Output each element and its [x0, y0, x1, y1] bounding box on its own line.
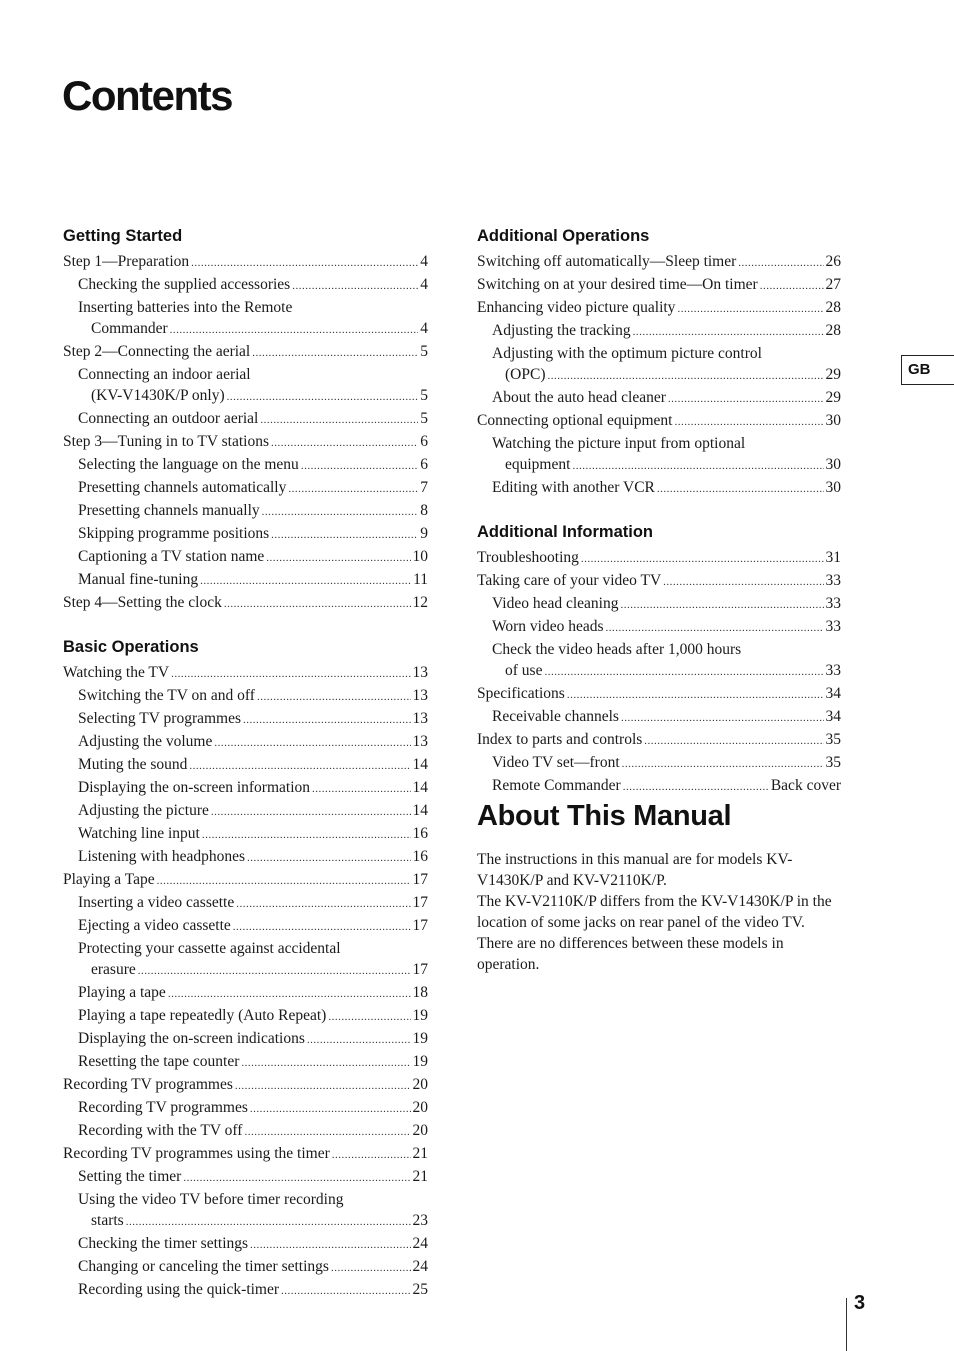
toc-entry	[63, 408, 428, 431]
toc-entry	[63, 1005, 428, 1028]
dot-leader	[170, 320, 419, 341]
toc-entry	[63, 731, 428, 754]
toc-entry-title: Connecting an outdoor aerial	[78, 410, 259, 427]
dot-leader	[252, 343, 418, 364]
dot-leader	[266, 548, 410, 569]
toc-entry	[63, 569, 428, 592]
toc-page-number: 20	[412, 1099, 428, 1116]
dot-leader	[331, 1258, 411, 1279]
toc-page-number: 33	[825, 572, 841, 589]
toc-entry	[477, 547, 841, 570]
toc-entry	[477, 251, 841, 274]
toc-entry	[63, 1120, 428, 1143]
toc-entry	[63, 846, 428, 869]
dot-leader	[567, 685, 824, 706]
toc-entry	[63, 777, 428, 800]
toc-entry	[63, 708, 428, 731]
toc-right-column	[477, 224, 841, 818]
toc-entry	[63, 454, 428, 477]
toc-entry-title: Watching the picture input from optional	[492, 435, 746, 452]
toc-entry-title: Troubleshooting	[477, 549, 579, 566]
dot-leader	[674, 412, 823, 433]
toc-entry	[477, 775, 841, 798]
toc-entry	[477, 593, 841, 616]
toc-page-number: 30	[825, 456, 841, 473]
toc-entry	[63, 1097, 428, 1120]
dot-leader	[214, 733, 410, 754]
toc-page-number: 21	[412, 1145, 428, 1162]
toc-list	[477, 251, 841, 500]
toc-page-number: 17	[412, 917, 428, 934]
toc-entry-title: Step 4—Setting the clock	[63, 594, 222, 611]
toc-entry-title: Adjusting the volume	[78, 733, 213, 750]
toc-entry	[477, 477, 841, 500]
dot-leader	[271, 525, 418, 546]
toc-page-number: 33	[825, 618, 841, 635]
toc-page-number: 13	[412, 710, 428, 727]
toc-entry-title: Editing with another VCR	[492, 479, 655, 496]
toc-page-number: 4	[420, 276, 428, 293]
toc-entry	[63, 1233, 428, 1256]
toc-entry-title: Step 2—Connecting the aerial	[63, 343, 251, 360]
toc-entry-title: Changing or canceling the timer settings	[78, 1258, 329, 1275]
toc-entry-title: Recording TV programmes using the timer	[63, 1145, 330, 1162]
toc-entry	[63, 892, 428, 915]
toc-entry-title: Specifications	[477, 685, 565, 702]
toc-page-number: 28	[825, 322, 841, 339]
toc-entry	[477, 410, 841, 433]
toc-entry-title: Switching off automatically—Sleep timer	[477, 253, 737, 270]
toc-entry	[477, 274, 841, 297]
toc-entry	[477, 570, 841, 593]
dot-leader	[157, 871, 411, 892]
dot-leader	[572, 456, 823, 477]
toc-page-number: 19	[412, 1007, 428, 1024]
toc-entry-title: Selecting TV programmes	[78, 710, 242, 727]
dot-leader	[760, 276, 824, 297]
dot-leader	[292, 276, 418, 297]
toc-entry	[477, 660, 841, 683]
toc-page-number: 35	[825, 754, 841, 771]
toc-entry	[63, 1028, 428, 1051]
toc-entry	[63, 823, 428, 846]
toc-entry	[63, 500, 428, 523]
toc-page-number: 12	[412, 594, 428, 611]
dot-leader	[224, 594, 411, 615]
dot-leader	[236, 894, 410, 915]
toc-entry-title: Playing a tape	[78, 984, 166, 1001]
toc-entry-title: Enhancing video picture quality	[477, 299, 676, 316]
toc-entry-title: Step 1—Preparation	[63, 253, 190, 270]
toc-page-number: 13	[412, 733, 428, 750]
toc-entry	[63, 662, 428, 685]
dot-leader	[244, 1122, 410, 1143]
toc-entry-title: Recording using the quick-timer	[78, 1281, 280, 1298]
toc-entry-title: Adjusting the picture	[78, 802, 209, 819]
toc-entry-title: Using the video TV before timer recording	[78, 1191, 344, 1208]
toc-entry-title: Connecting optional equipment	[477, 412, 673, 429]
toc-page-number: 5	[420, 387, 428, 404]
dot-leader	[668, 389, 824, 410]
toc-page-number: 16	[412, 825, 428, 842]
toc-entry-title: Skipping programme positions	[78, 525, 270, 542]
dot-leader	[168, 984, 411, 1005]
dot-leader	[189, 756, 410, 777]
toc-entry	[63, 1279, 428, 1302]
toc-entry-title: (KV-V1430K/P only)	[91, 387, 225, 404]
toc-entry	[63, 1051, 428, 1074]
toc-page-number: 34	[825, 685, 841, 702]
about-paragraph: The KV-V2110K/P differs from the KV-V1430K/P in the location of some jacks on rear panel of the video TV.	[477, 893, 832, 931]
toc-page-number: 17	[412, 871, 428, 888]
toc-entry	[63, 915, 428, 938]
dot-leader	[622, 754, 824, 775]
toc-entry-title: (OPC)	[505, 366, 546, 383]
toc-entry	[63, 546, 428, 569]
toc-left-column	[63, 224, 428, 1322]
toc-entry-title: Playing a Tape	[63, 871, 155, 888]
dot-leader	[623, 777, 769, 798]
toc-entry	[63, 1256, 428, 1279]
toc-page-number: 27	[825, 276, 841, 293]
dot-leader	[547, 366, 823, 387]
dot-leader	[250, 1099, 411, 1120]
toc-page-number: 8	[420, 502, 428, 519]
toc-entry	[477, 433, 841, 454]
toc-page-number: 29	[825, 366, 841, 383]
toc-entry-title: Recording TV programmes	[78, 1099, 248, 1116]
toc-list	[477, 547, 841, 798]
toc-entry-title: Resetting the tape counter	[78, 1053, 240, 1070]
toc-page-number: 30	[825, 412, 841, 429]
section-heading: Additional Operations	[477, 227, 650, 245]
toc-page-number: 16	[412, 848, 428, 865]
toc-entry-title: Checking the supplied accessories	[78, 276, 291, 293]
toc-entry	[477, 297, 841, 320]
toc-list	[63, 251, 428, 615]
toc-page-number: 10	[412, 548, 428, 565]
about-manual-body	[477, 849, 842, 975]
toc-page-number: 26	[825, 253, 841, 270]
toc-entry-title: Worn video heads	[492, 618, 604, 635]
toc-entry-title: Recording with the TV off	[78, 1122, 243, 1139]
toc-page-number: 13	[412, 664, 428, 681]
section-heading: Basic Operations	[63, 638, 199, 656]
toc-entry-title: erasure	[91, 961, 136, 978]
dot-leader	[247, 848, 410, 869]
dot-leader	[312, 779, 410, 800]
dot-leader	[677, 299, 823, 320]
toc-entry	[63, 523, 428, 546]
toc-entry-title: Receivable channels	[492, 708, 619, 725]
dot-leader	[257, 687, 411, 708]
toc-entry-title: Switching on at your desired time—On timer	[477, 276, 758, 293]
dot-leader	[241, 1053, 410, 1074]
toc-entry-title: Presetting channels manually	[78, 502, 260, 519]
toc-entry-title: of use	[505, 662, 543, 679]
toc-entry	[63, 800, 428, 823]
toc-entry	[477, 343, 841, 364]
toc-entry-title: starts	[91, 1212, 124, 1229]
toc-entry-title: equipment	[505, 456, 571, 473]
dot-leader	[633, 322, 824, 343]
toc-entry	[63, 431, 428, 454]
section-heading: Additional Information	[477, 523, 653, 541]
toc-entry	[477, 454, 841, 477]
dot-leader	[243, 710, 410, 731]
toc-page-number: 33	[825, 595, 841, 612]
toc-entry	[477, 706, 841, 729]
dot-leader	[581, 549, 824, 570]
toc-entry-title: Selecting the language on the menu	[78, 456, 299, 473]
toc-entry-title: Index to parts and controls	[477, 731, 643, 748]
toc-entry	[477, 616, 841, 639]
toc-entry	[63, 1074, 428, 1097]
toc-entry	[63, 341, 428, 364]
toc-entry	[477, 729, 841, 752]
toc-entry	[63, 477, 428, 500]
toc-entry-title: Protecting your cassette against accidental	[78, 940, 341, 957]
toc-entry-title: Video TV set—front	[492, 754, 620, 771]
toc-page-number: 14	[412, 779, 428, 796]
dot-leader	[171, 664, 410, 685]
toc-entry-title: Taking care of your video TV	[477, 572, 662, 589]
toc-entry	[477, 320, 841, 343]
toc-entry-title: Video head cleaning	[492, 595, 619, 612]
dot-leader	[281, 1281, 410, 1302]
toc-entry	[63, 1143, 428, 1166]
toc-page-number: 13	[412, 687, 428, 704]
toc-page-number: 21	[412, 1168, 428, 1185]
toc-entry	[63, 938, 428, 959]
dot-leader	[235, 1076, 411, 1097]
toc-entry	[477, 752, 841, 775]
toc-page-number: 17	[412, 961, 428, 978]
dot-leader	[301, 456, 418, 477]
toc-page-number: 34	[825, 708, 841, 725]
toc-entry-title: Remote Commander	[492, 777, 621, 794]
dot-leader	[738, 253, 823, 274]
page-title: Contents	[62, 72, 232, 119]
toc-page-number: 29	[825, 389, 841, 406]
toc-page-number: 19	[412, 1053, 428, 1070]
about-paragraph: There are no differences between these models in operation.	[477, 935, 784, 973]
toc-entry	[63, 251, 428, 274]
about-paragraph: The instructions in this manual are for models KV-V1430K/P and KV-V2110K/P.	[477, 851, 793, 889]
dot-leader	[262, 502, 419, 523]
toc-entry	[477, 387, 841, 410]
dot-leader	[606, 618, 824, 639]
toc-page-number: 24	[412, 1258, 428, 1275]
dot-leader	[332, 1145, 411, 1166]
toc-entry-title: Checking the timer settings	[78, 1235, 249, 1252]
toc-entry	[63, 869, 428, 892]
toc-entry	[63, 364, 428, 385]
toc-page-number: 9	[420, 525, 428, 542]
toc-entry	[63, 297, 428, 318]
dot-leader	[620, 595, 823, 616]
toc-entry-title: Listening with headphones	[78, 848, 246, 865]
toc-entry-title: Step 3—Tuning in to TV stations	[63, 433, 269, 450]
toc-entry	[63, 754, 428, 777]
page-number: 3	[854, 1292, 866, 1314]
toc-page-number: 24	[412, 1235, 428, 1252]
toc-page-number: 4	[420, 253, 428, 270]
toc-page-number: 30	[825, 479, 841, 496]
dot-leader	[233, 917, 411, 938]
toc-entry	[477, 639, 841, 660]
toc-entry-title: Displaying the on-screen indications	[78, 1030, 305, 1047]
toc-entry	[63, 982, 428, 1005]
toc-entry-title: Inserting a video cassette	[78, 894, 235, 911]
toc-page-number: 14	[412, 802, 428, 819]
toc-entry-title: Adjusting the tracking	[492, 322, 631, 339]
dot-leader	[657, 479, 824, 500]
toc-page-number: 5	[420, 410, 428, 427]
toc-entry	[63, 1210, 428, 1233]
dot-leader	[227, 387, 419, 408]
toc-entry-title: Setting the timer	[78, 1168, 182, 1185]
toc-entry-title: Manual fine-tuning	[78, 571, 199, 588]
toc-page-number: 18	[412, 984, 428, 1001]
toc-page-number: 6	[420, 456, 428, 473]
toc-page-number: 14	[412, 756, 428, 773]
toc-page-number: 6	[420, 433, 428, 450]
toc-page-number: 23	[412, 1212, 428, 1229]
dot-leader	[644, 731, 823, 752]
toc-entry-title: Check the video heads after 1,000 hours	[492, 641, 742, 658]
toc-entry-title: Captioning a TV station name	[78, 548, 265, 565]
toc-page-number: 4	[420, 320, 428, 337]
toc-entry-title: Muting the sound	[78, 756, 188, 773]
toc-entry	[63, 1166, 428, 1189]
toc-entry-title: Presetting channels automatically	[78, 479, 287, 496]
toc-entry-title: Adjusting with the optimum picture control	[492, 345, 762, 362]
section-heading: Getting Started	[63, 227, 183, 245]
toc-page-number: 28	[825, 299, 841, 316]
dot-leader	[250, 1235, 410, 1256]
toc-page-number: 17	[412, 894, 428, 911]
dot-leader	[183, 1168, 410, 1189]
toc-page-number: Back cover	[770, 777, 841, 794]
toc-entry	[63, 385, 428, 408]
dot-leader	[126, 1212, 411, 1233]
dot-leader	[271, 433, 418, 454]
toc-entry-title: Ejecting a video cassette	[78, 917, 231, 934]
toc-entry	[63, 318, 428, 341]
toc-entry	[63, 1189, 428, 1210]
dot-leader	[621, 708, 824, 729]
toc-entry-title: Switching the TV on and off	[78, 687, 255, 704]
toc-entry-title: Watching line input	[78, 825, 200, 842]
toc-entry	[477, 683, 841, 706]
dot-leader	[307, 1030, 411, 1051]
toc-entry-title: About the auto head cleaner	[492, 389, 666, 406]
dot-leader	[211, 802, 411, 823]
toc-page-number: 11	[413, 571, 428, 588]
toc-entry	[477, 364, 841, 387]
toc-entry-title: Connecting an indoor aerial	[78, 366, 251, 383]
toc-page-number: 35	[825, 731, 841, 748]
about-manual-title: About This Manual	[477, 800, 732, 832]
toc-entry-title: Watching the TV	[63, 664, 170, 681]
toc-entry-title: Playing a tape repeatedly (Auto Repeat)	[78, 1007, 327, 1024]
dot-leader	[328, 1007, 410, 1028]
toc-page-number: 19	[412, 1030, 428, 1047]
toc-entry-title: Inserting batteries into the Remote	[78, 299, 293, 316]
dot-leader	[288, 479, 418, 500]
toc-page-number: 7	[420, 479, 428, 496]
toc-page-number: 25	[412, 1281, 428, 1298]
toc-page-number: 33	[825, 662, 841, 679]
toc-page-number: 31	[825, 549, 841, 566]
toc-entry	[63, 592, 428, 615]
toc-page-number: 20	[412, 1076, 428, 1093]
toc-entry-title: Displaying the on-screen information	[78, 779, 311, 796]
toc-entry	[63, 274, 428, 297]
dot-leader	[138, 961, 411, 982]
toc-list	[63, 662, 428, 1302]
toc-entry-title: Recording TV programmes	[63, 1076, 233, 1093]
dot-leader	[663, 572, 823, 593]
dot-leader	[191, 253, 418, 274]
toc-entry	[63, 959, 428, 982]
dot-leader	[544, 662, 823, 683]
dot-leader	[200, 571, 411, 592]
dot-leader	[202, 825, 411, 846]
toc-entry	[63, 685, 428, 708]
toc-entry-title: Commander	[91, 320, 168, 337]
dot-leader	[260, 410, 418, 431]
language-tab: GB	[901, 355, 954, 385]
toc-page-number: 20	[412, 1122, 428, 1139]
toc-page-number: 5	[420, 343, 428, 360]
page-number-rule	[846, 1298, 847, 1351]
